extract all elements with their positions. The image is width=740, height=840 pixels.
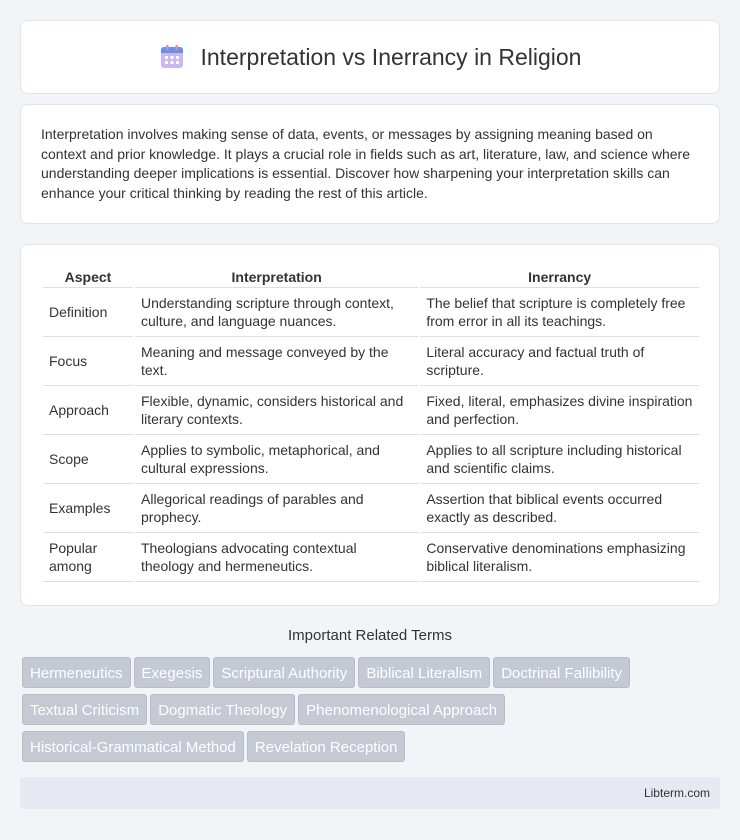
inerrancy-cell: Assertion that biblical events occurred exactly as described. xyxy=(420,484,699,533)
tag-phenomenological-approach[interactable]: Phenomenological Approach xyxy=(298,694,505,725)
footer-site-link[interactable]: Libterm.com xyxy=(643,786,710,800)
intro-text: Interpretation involves making sense of data, events, or messages by assigning meaning based on context and prior knowledge. It plays a crucial role in fields such as art, literature, law, and science where understanding deeper implications is essential. Discover how sharpening your interpretation skills can enhance your critical thinking by reading the rest of this article. xyxy=(41,126,690,201)
table-header-row xyxy=(43,265,699,288)
inerrancy-cell: Literal accuracy and factual truth of scripture. xyxy=(420,337,699,386)
tag-hermeneutics[interactable]: Hermeneutics xyxy=(22,657,131,688)
calendar-icon xyxy=(159,44,185,70)
footer xyxy=(20,777,720,809)
intro-card xyxy=(20,104,720,224)
comparison-table xyxy=(41,265,701,582)
aspect-cell: Focus xyxy=(43,337,133,386)
tag-biblical-literalism[interactable]: Biblical Literalism xyxy=(358,657,490,688)
tag-exegesis[interactable]: Exegesis xyxy=(134,657,211,688)
tag-historical-grammatical-method[interactable]: Historical-Grammatical Method xyxy=(22,731,244,762)
tag-doctrinal-fallibility[interactable]: Doctrinal Fallibility xyxy=(493,657,630,688)
aspect-cell: Scope xyxy=(43,435,133,484)
interpretation-cell: Applies to symbolic, metaphorical, and cultural expressions. xyxy=(135,435,418,484)
table-row xyxy=(43,533,699,582)
table-row xyxy=(43,435,699,484)
header-interpretation: Interpretation xyxy=(135,265,418,288)
inerrancy-cell: The belief that scripture is completely free from error in all its teachings. xyxy=(420,288,699,337)
page-title: Interpretation vs Inerrancy in Religion xyxy=(200,43,582,70)
inerrancy-cell: Applies to all scripture including historical and scientific claims. xyxy=(420,435,699,484)
header-inerrancy: Inerrancy xyxy=(420,265,699,288)
tag-dogmatic-theology[interactable]: Dogmatic Theology xyxy=(150,694,295,725)
aspect-cell: Definition xyxy=(43,288,133,337)
title-card xyxy=(20,20,720,94)
interpretation-cell: Theologians advocating contextual theology and hermeneutics. xyxy=(135,533,418,582)
tag-scriptural-authority[interactable]: Scriptural Authority xyxy=(213,657,355,688)
tag-textual-criticism[interactable]: Textual Criticism xyxy=(22,694,147,725)
comparison-card xyxy=(20,244,720,606)
table-row xyxy=(43,288,699,337)
inerrancy-cell: Conservative denominations emphasizing biblical literalism. xyxy=(420,533,699,582)
inerrancy-cell: Fixed, literal, emphasizes divine inspiration and perfection. xyxy=(420,386,699,435)
interpretation-cell: Understanding scripture through context, culture, and language nuances. xyxy=(135,288,418,337)
related-terms-title: Important Related Terms xyxy=(288,627,452,644)
interpretation-cell: Allegorical readings of parables and prophecy. xyxy=(135,484,418,533)
related-terms-tags xyxy=(22,657,722,768)
aspect-cell: Approach xyxy=(43,386,133,435)
tag-revelation-reception[interactable]: Revelation Reception xyxy=(247,731,406,762)
aspect-cell: Examples xyxy=(43,484,133,533)
table-row xyxy=(43,337,699,386)
interpretation-cell: Meaning and message conveyed by the text. xyxy=(135,337,418,386)
header-aspect: Aspect xyxy=(43,265,133,288)
interpretation-cell: Flexible, dynamic, considers historical and literary contexts. xyxy=(135,386,418,435)
table-row xyxy=(43,386,699,435)
aspect-cell: Popular among xyxy=(43,533,133,582)
table-row xyxy=(43,484,699,533)
